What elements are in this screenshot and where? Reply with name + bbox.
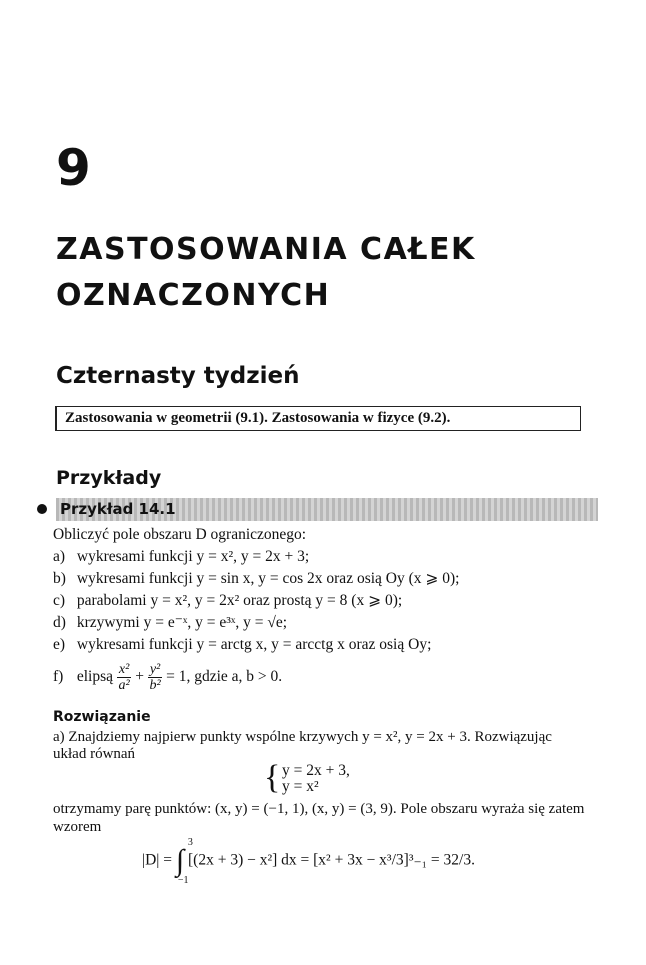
solution-heading: Rozwiązanie [53, 709, 151, 725]
example-intro: Obliczyć pole obszaru D ograniczonego: [53, 526, 307, 543]
fraction [148, 662, 162, 693]
upper-limit: 3 [187, 837, 193, 848]
item-post: = 1, gdzie a, b > 0. [166, 668, 283, 686]
denominator: a² [118, 678, 130, 693]
bounds: ³₋₁ [408, 851, 428, 869]
item-label: a) [53, 548, 66, 565]
item-label: e) [53, 636, 66, 653]
list-item [53, 636, 431, 654]
item-label: f) [53, 668, 64, 686]
item-label: c) [53, 592, 66, 609]
list-item [53, 614, 287, 632]
solution-text: otrzymamy parę punktów: (x, y) = (−1, 1), (x, y) = (3, 9). Pole obszaru wyraża się zatem [53, 801, 585, 817]
brace-icon: { [264, 762, 281, 794]
numerator: x² [118, 662, 130, 677]
item-text: wykresami funkcji y = x², y = 2x + 3; [76, 548, 310, 565]
item-label: d) [53, 614, 66, 631]
equation-system [282, 763, 350, 795]
chapter-title-line1: ZASTOSOWANIA CAŁEK [56, 232, 476, 267]
lower-limit: −1 [177, 875, 189, 886]
item-text: parabolami y = x², y = 2x² oraz prostą y = 8 (x ⩾ 0); [76, 592, 403, 609]
solution-text: a) Znajdziemy najpierw punkty wspólne krzywych y = x², y = 2x + 3. Rozwiązując [53, 729, 552, 745]
list-item [53, 570, 459, 588]
integral-sign-icon: ∫ 3 −1 [175, 837, 193, 886]
solution-text: układ równań [53, 746, 136, 762]
numerator: y² [149, 662, 161, 677]
denominator: b² [149, 678, 161, 693]
item-text: wykresami funkcji y = sin x, y = cos 2x oraz osią Oy (x ⩾ 0); [76, 570, 460, 587]
examples-heading: Przykłady [56, 467, 162, 489]
list-item [53, 662, 282, 693]
list-item [53, 548, 309, 566]
item-label: b) [53, 570, 66, 587]
equation: y = x² [282, 778, 319, 795]
topics-box: Zastosowania w geometrii (9.1). Zastosowania w fizyce (9.2). [55, 406, 581, 431]
item-text: wykresami funkcji y = arctg x, y = arcctg x oraz osią Oy; [76, 636, 432, 653]
example-label: Przykład 14.1 [60, 500, 176, 518]
plus: + [135, 668, 144, 686]
equation: y = 2x + 3, [282, 762, 350, 779]
chapter-number: 9 [56, 139, 91, 197]
chapter-title-line2: OZNACZONYCH [56, 278, 331, 313]
result: = 32/3. [430, 851, 475, 869]
item-text: krzywymi y = e⁻ˣ, y = e³ˣ, y = √e; [76, 614, 288, 631]
lhs: |D| = [142, 851, 173, 869]
list-item [53, 592, 402, 610]
integral-formula [142, 837, 475, 886]
solution-text: wzorem [53, 819, 102, 835]
bullet-icon [37, 504, 47, 514]
integrand: [(2x + 3) − x²] dx = [x² + 3x − x³/3] [188, 851, 409, 869]
section-heading-week: Czternasty tydzień [56, 363, 300, 389]
item-pre: elipsą [76, 668, 114, 686]
fraction [117, 662, 131, 693]
